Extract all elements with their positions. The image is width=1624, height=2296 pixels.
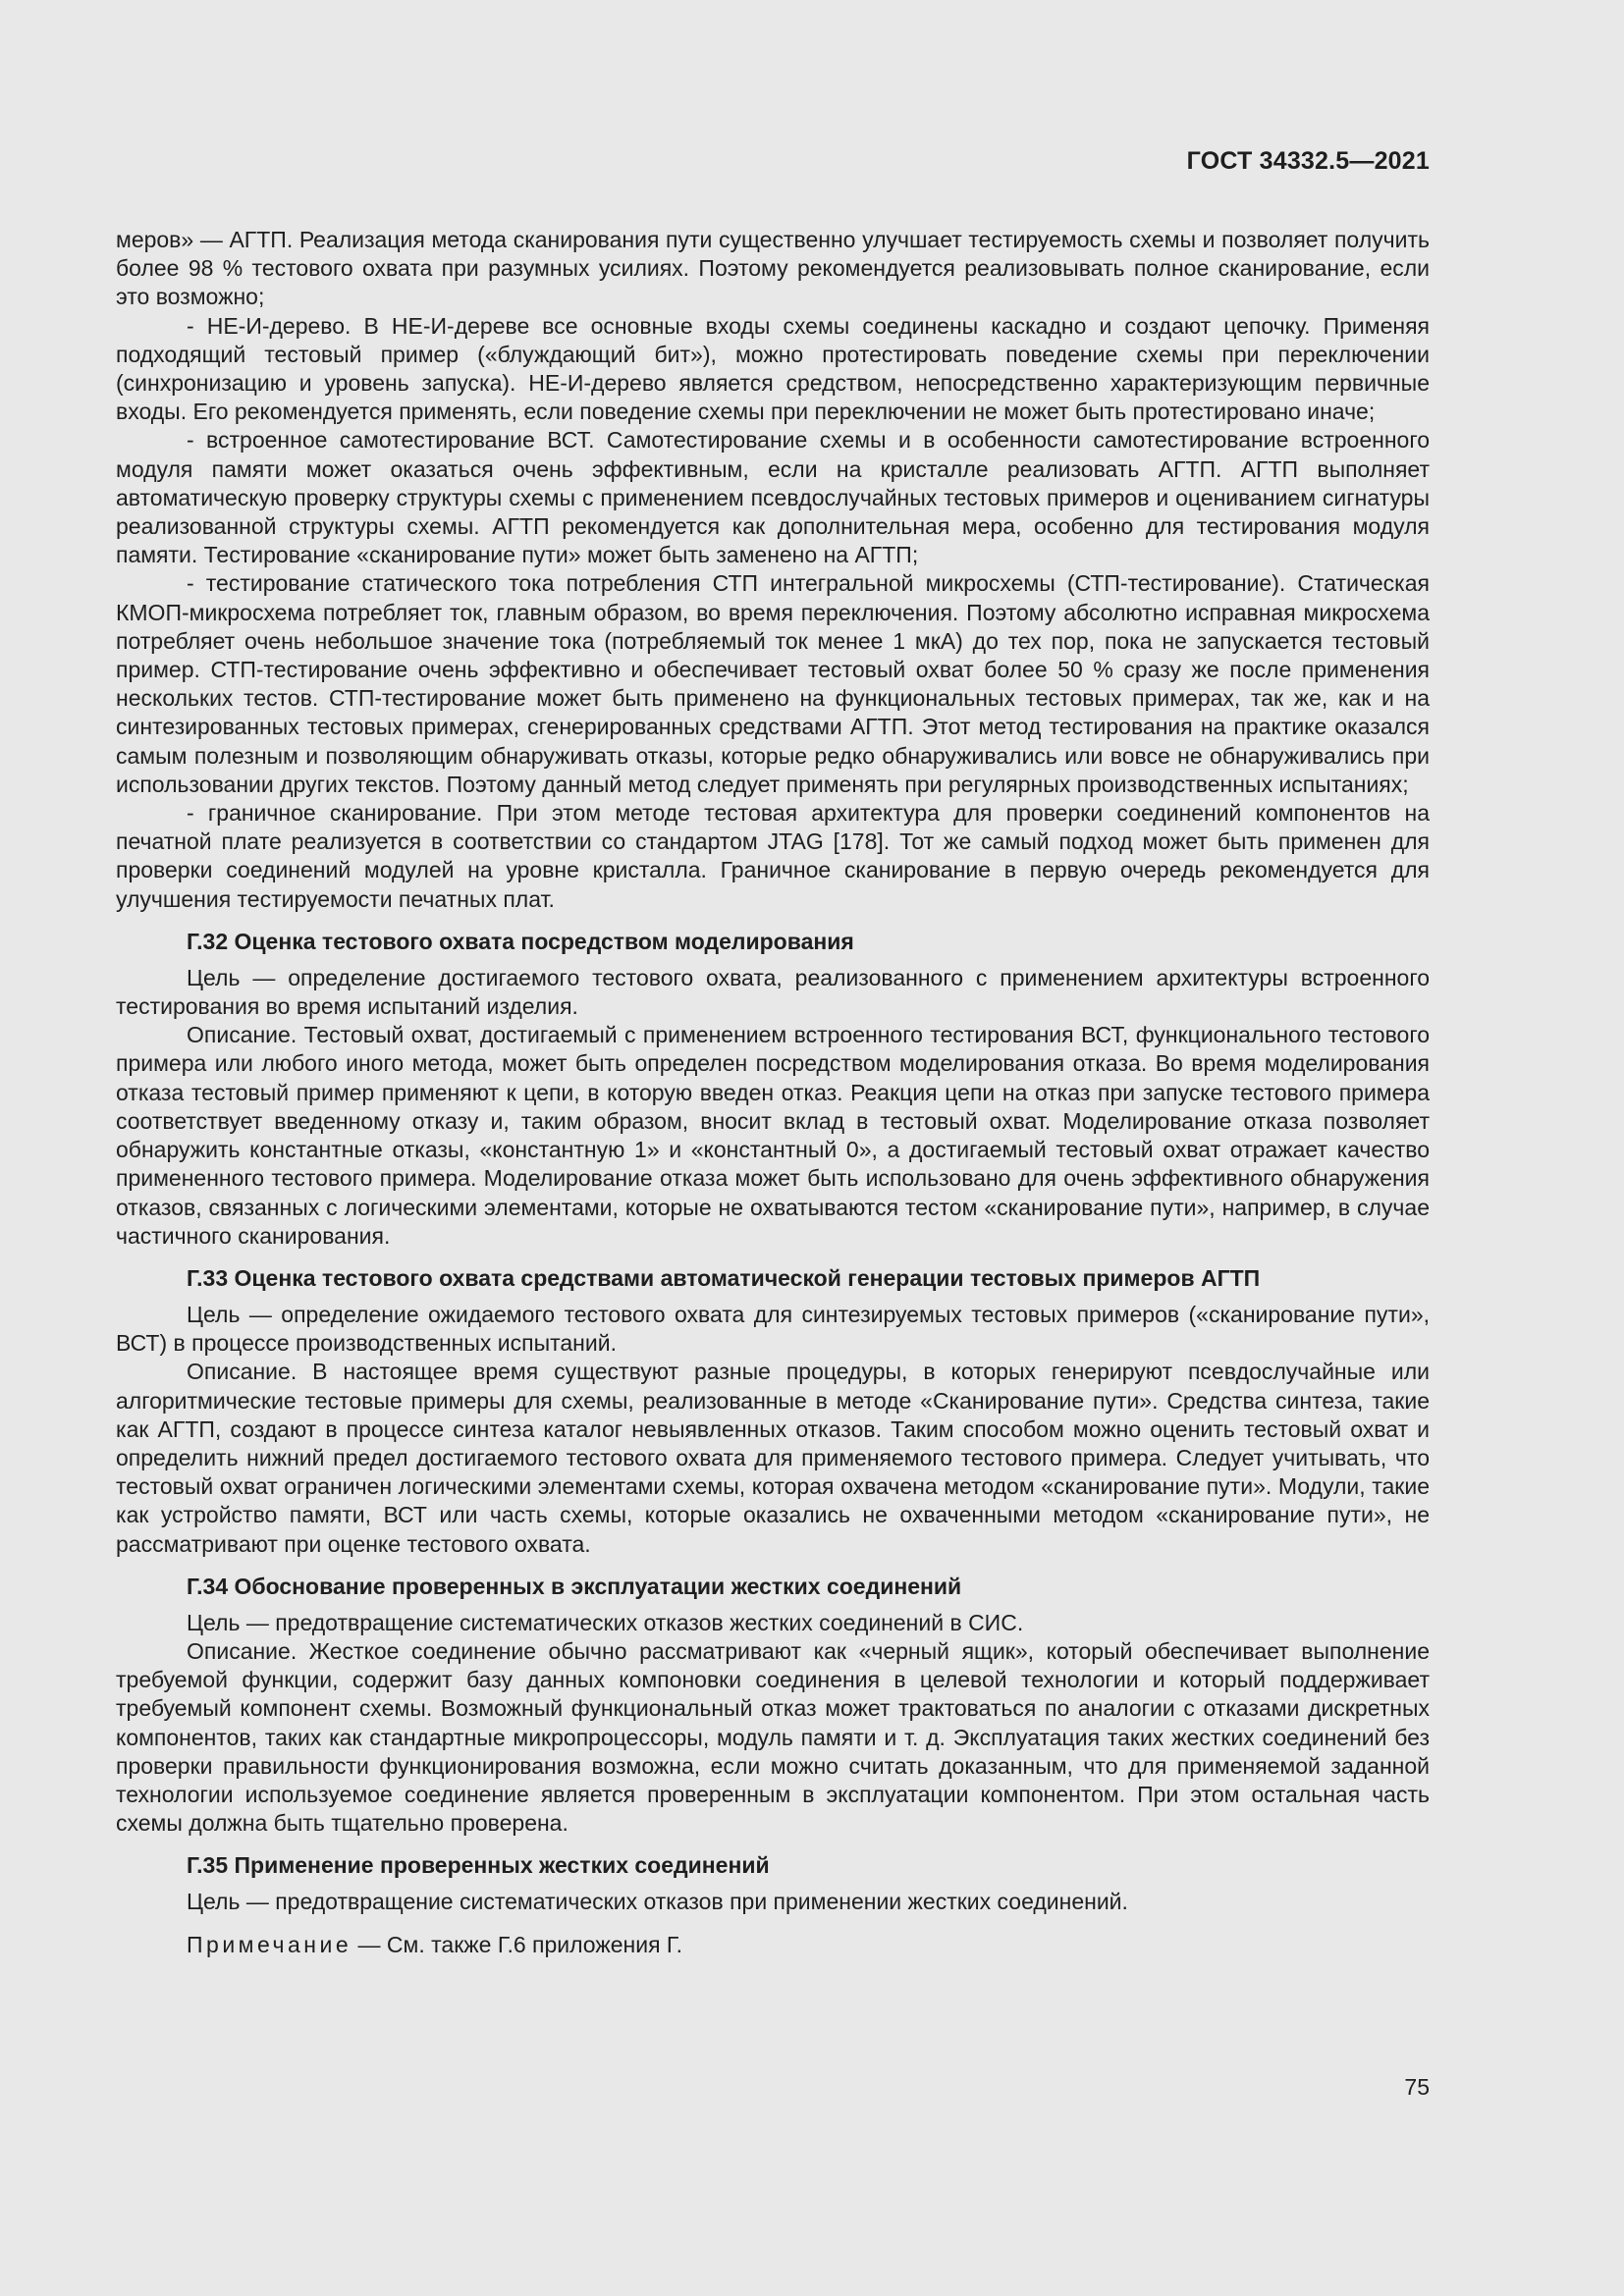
- paragraph-g35-goal: Цель — предотвращение систематических отказов при применении жестких соединений.: [187, 1889, 1128, 1915]
- document-body: [116, 226, 1430, 1959]
- list-item-boundary-scan: - граничное сканирование. При этом методе тестовая архитектура для проверки соединений компонентов на печатной плате реализуется в соответствии со стандартом JTAG [178]. Тот же самый подход может быть применен для проверки соединений модулей на уровне кристалла. Граничное сканирование в первую очередь рекомендуется для улучшения тестируемости печатных плат.: [116, 800, 1430, 912]
- list-item-bist: - встроенное самотестирование ВСТ. Самотестирование схемы и в особенности самотестирование встроенного модуля памяти может оказаться очень эффективным, если на кристалле реализовать АГТП. АГТП выполняет автоматическую проверку структуры схемы с применением псевдослучайных тестовых примеров и оцениванием сигнатуры реализованной структуры схемы. АГТП рекомендуется как дополнительная мера, особенно для тестирования модуля памяти. Тестирование «сканирование пути» может быть заменено на АГТП;: [116, 427, 1430, 568]
- section-heading-g32: Г.32 Оценка тестового охвата посредством моделирования: [187, 928, 854, 954]
- section-heading-g35: Г.35 Применение проверенных жестких соединений: [187, 1852, 770, 1879]
- list-item-iddq-testing: - тестирование статического тока потребления СТП интегральной микросхемы (СТП-тестирование). Статическая КМОП-микросхема потребляет ток, главным образом, во время переключения. Поэтому абсолютно исправная микросхема потребляет очень небольшое значение тока (потребляемый ток менее 1 мкА) до тех пор, пока не запускается тестовый пример. СТП-тестирование очень эффективно и обеспечивает тестовый охват более 50 % сразу же после применения нескольких тестов. СТП-тестирование может быть применено на функциональных тестовых примерах, так же, как и на синтезированных тестовых примерах, сгенерированных средствами АГТП. Этот метод тестирования на практике оказался самым полезным и позволяющим обнаруживать отказы, которые редко обнаруживались или вовсе не обнаруживались при использовании других текстов. Поэтому данный метод следует применять при регулярных производственных испытаниях;: [116, 570, 1430, 797]
- paragraph-continuation: меров» — АГТП. Реализация метода сканирования пути существенно улучшает тестируемость схемы и позволяет получить более 98 % тестового охвата при разумных усилиях. Поэтому рекомендуется реализовывать полное сканирование, если это возможно;: [116, 227, 1430, 310]
- paragraph-g34-goal: Цель — предотвращение систематических отказов жестких соединений в СИС.: [187, 1609, 1024, 1635]
- paragraph-g32-goal: Цель — определение достигаемого тестового охвата, реализованного с применением архитектуры встроенного тестирования во время испытаний изделия.: [116, 964, 1430, 1020]
- paragraph-g33-description: Описание. В настоящее время существуют разные процедуры, в которых генерируют псевдослучайные или алгоритмические тестовые примеры для схемы, реализованные в методе «Сканирование пути». Средства синтеза, такие как АГТП, создают в процессе синтеза каталог невыявленных отказов. Таким способом можно оценить тестовый охват и определить нижний предел достигаемого тестового охвата для применяемого тестового примера. Следует учитывать, что тестовый охват ограничен логическими элементами схемы, которая охвачена методом «сканирование пути». Модули, такие как устройство памяти, ВСТ или часть схемы, которые оказались не охваченными методом «сканирование пути», не рассматривают при оценке тестового охвата.: [116, 1359, 1430, 1557]
- paragraph-g34-description: Описание. Жесткое соединение обычно рассматривают как «черный ящик», который обеспечивает выполнение требуемой функции, содержит базу данных компоновки соединения в целевой технологии и который поддерживает требуемый компонент схемы. Возможный функциональный отказ может трактоваться по аналогии с отказами дискретных компонентов, таких как стандартные микропроцессоры, модуль памяти и т. д. Эксплуатация таких жестких соединений без проверки правильности функционирования возможна, если можно считать доказанным, что для применяемой заданной технологии используемое соединение является проверенным в эксплуатации компонентом. При этом остальная часть схемы должна быть тщательно проверена.: [116, 1637, 1430, 1837]
- section-heading-g33: Г.33 Оценка тестового охвата средствами автоматической генерации тестовых примеров АГТП: [187, 1264, 1261, 1291]
- list-item-nand-tree: - НЕ-И-дерево. В НЕ-И-дереве все основные входы схемы соединены каскадно и создают цепочку. Применяя подходящий тестовый пример («блуждающий бит»), можно протестировать поведение схемы при переключении (синхронизацию и уровень запуска). НЕ-И-дерево является средством, непосредственно характеризующим первичные входы. Его рекомендуется применять, если поведение схемы при переключении не может быть протестировано иначе;: [116, 312, 1430, 425]
- document-standard-header: ГОСТ 34332.5—2021: [1186, 147, 1430, 175]
- note: [116, 1931, 1430, 1959]
- note-text: — См. также Г.6 приложения Г.: [352, 1931, 682, 1957]
- page-number: 75: [1404, 2074, 1430, 2100]
- note-label: Примечание: [187, 1931, 352, 1957]
- paragraph-g33-goal: Цель — определение ожидаемого тестового охвата для синтезируемых тестовых примеров («сканирование пути», ВСТ) в процессе производственных испытаний.: [116, 1301, 1430, 1357]
- section-heading-g34: Г.34 Обоснование проверенных в эксплуатации жестких соединений: [187, 1573, 962, 1599]
- paragraph-g32-description: Описание. Тестовый охват, достигаемый с применением встроенного тестирования ВСТ, функционального тестового примера или любого иного метода, может быть определен посредством моделирования отказа. Во время моделирования отказа тестовый пример применяют к цепи, в которую введен отказ. Реакция цепи на отказ при запуске тестового примера соответствует введенному отказу и, таким образом, вносит вклад в тестовый охват. Моделирование отказа позволяет обнаружить константные отказы, «константную 1» и «константный 0», а достигаемый тестовый охват отражает качество примененного тестового примера. Моделирование отказа может быть использовано для очень эффективного обнаружения отказов, связанных с логическими элементами, которые не охватываются тестом «сканирование пути», например, в случае частичного сканирования.: [116, 1022, 1430, 1249]
